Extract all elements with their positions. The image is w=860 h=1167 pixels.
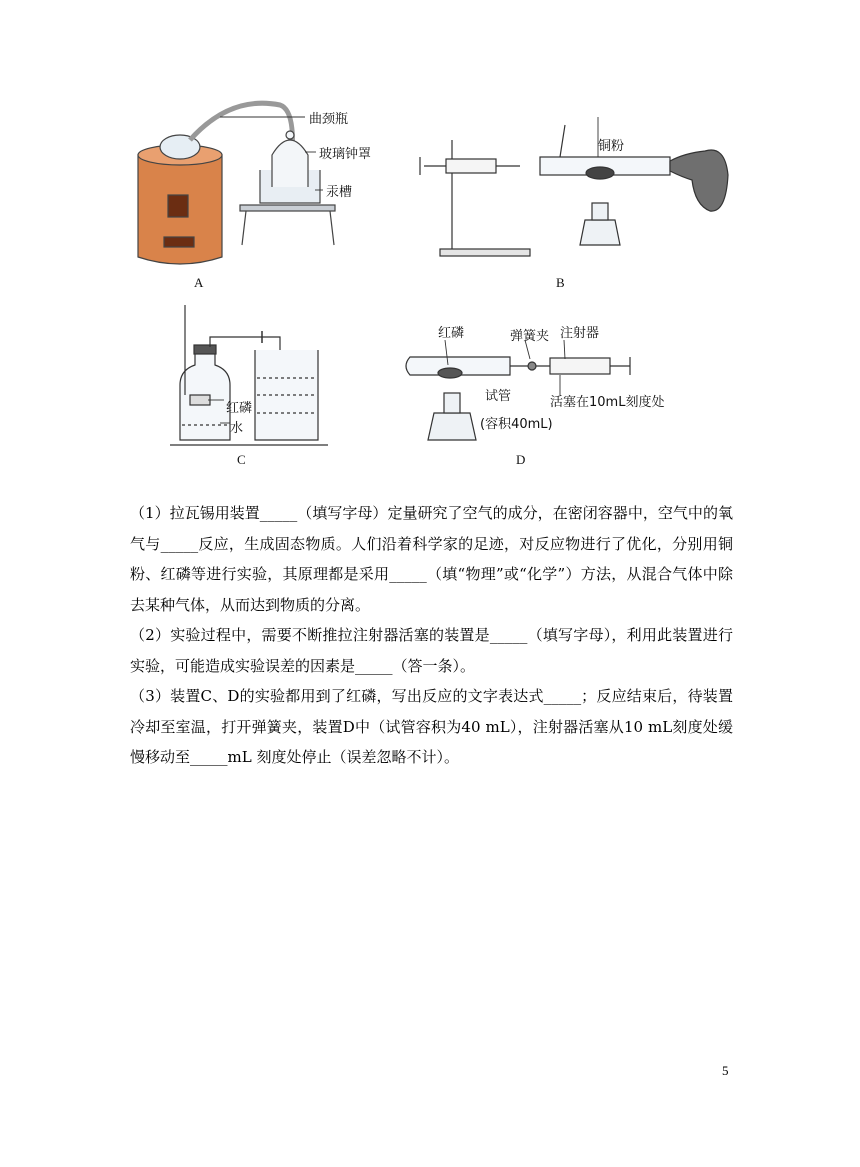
page-number: 5	[722, 1063, 729, 1078]
label-syringe: 注射器	[560, 326, 600, 341]
apparatus-a	[138, 103, 335, 264]
label-bell-jar: 玻璃钟罩	[319, 147, 372, 162]
label-retort: 曲颈瓶	[309, 112, 349, 127]
label-tube-volume: (容积40mL)	[480, 417, 553, 432]
label-water: 水	[230, 421, 244, 436]
apparatus-b	[420, 117, 728, 256]
question-3: （3）装置C、D的实验都用到了红磷，写出反应的文字表达式_____；反应结束后，待装置冷却至室温，打开弹簧夹，装置D中（试管容积为40 mL），注射器活塞从10 mL刻度处缓慢移动至_____mL 刻度处停止（误差忽略不计）。	[130, 687, 733, 766]
caption-a: A	[194, 275, 204, 290]
question-1: （1）拉瓦锡用装置_____（填写字母）定量研究了空气的成分，在密闭容器中，空气中的氧气与_____反应，生成固态物质。人们沿着科学家的足迹，对反应物进行了优化，分别用铜粉、红磷等进行实验，其原理都是采用_____（填“物理”或“化学”）方法，从混合气体中除去某种气体，从而达到物质的分离。	[130, 504, 733, 614]
apparatus-c	[170, 305, 328, 445]
label-spring-clamp: 弹簧夹	[510, 329, 550, 344]
apparatus-figure	[120, 95, 740, 475]
caption-b: B	[556, 275, 565, 290]
label-piston-position: 活塞在10mL刻度处	[550, 395, 665, 410]
question-text	[130, 498, 733, 773]
label-mercury-trough: 汞槽	[326, 185, 353, 200]
caption-c: C	[237, 452, 246, 467]
caption-d: D	[516, 452, 526, 467]
label-red-phosphorus-d: 红磷	[438, 326, 465, 341]
label-test-tube: 试管	[485, 389, 512, 404]
label-copper-powder: 铜粉	[598, 139, 625, 154]
apparatus-drawing	[120, 95, 740, 475]
question-2: （2）实验过程中，需要不断推拉注射器活塞的装置是_____（填写字母），利用此装置进行实验，可能造成实验误差的因素是_____（答一条）。	[130, 626, 733, 675]
label-red-phosphorus-c: 红磷	[226, 401, 253, 416]
